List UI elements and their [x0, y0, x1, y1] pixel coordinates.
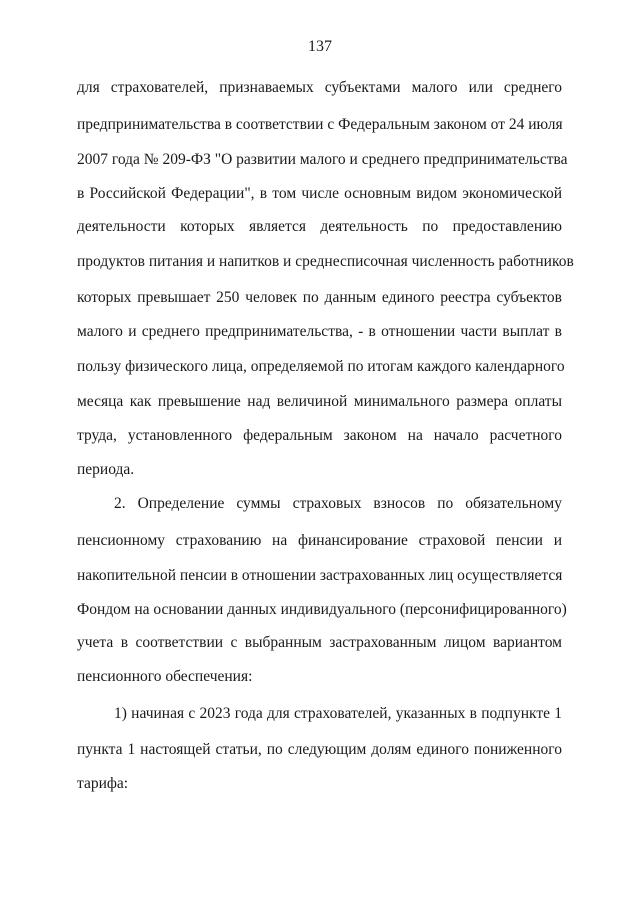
text-line: продуктов питания и напитков и среднесписочная численность работников: [77, 253, 574, 270]
text-line: пенсионного обеспечения:: [77, 668, 253, 685]
text-line: пенсионному страхованию на финансирование страховой пенсии и: [77, 532, 562, 549]
text-line: 1) начиная с 2023 года для страхователей, указанных в подпункте 1: [114, 705, 562, 722]
text-line: Фондом на основании данных индивидуального (персонифицированного): [77, 601, 567, 618]
text-line: в Российской Федерации", в том числе основным видом экономической: [77, 185, 562, 202]
text-line: труда, установленного федеральным законом на начало расчетного: [77, 427, 562, 444]
text-line: малого и среднего предпринимательства, - в отношении части выплат в: [77, 323, 562, 340]
text-line: тарифа:: [77, 775, 129, 792]
text-line: месяца как превышение над величиной минимального размера оплаты: [77, 393, 562, 410]
text-line: которых превышает 250 человек по данным единого реестра субъектов: [77, 289, 562, 306]
page-number: 137: [308, 38, 332, 55]
text-line: 2. Определение суммы страховых взносов по обязательному: [114, 495, 562, 512]
text-line: 2007 года № 209-ФЗ "О развитии малого и среднего предпринимательства: [77, 151, 568, 168]
text-line: предпринимательства в соответствии с Федеральным законом от 24 июля: [77, 116, 563, 133]
text-line: деятельности которых является деятельность по предоставлению: [77, 218, 562, 235]
text-line: для страхователей, признаваемых субъектами малого или среднего: [77, 79, 562, 96]
text-line: периода.: [77, 461, 135, 478]
text-line: пользу физического лица, определяемой по итогам каждого календарного: [77, 358, 565, 375]
text-line: накопительной пенсии в отношении застрахованных лиц осуществляется: [77, 567, 563, 584]
text-line: пункта 1 настоящей статьи, по следующим долям единого пониженного: [77, 741, 562, 758]
text-line: учета в соответствии с выбранным застрахованным лицом вариантом: [77, 634, 562, 651]
